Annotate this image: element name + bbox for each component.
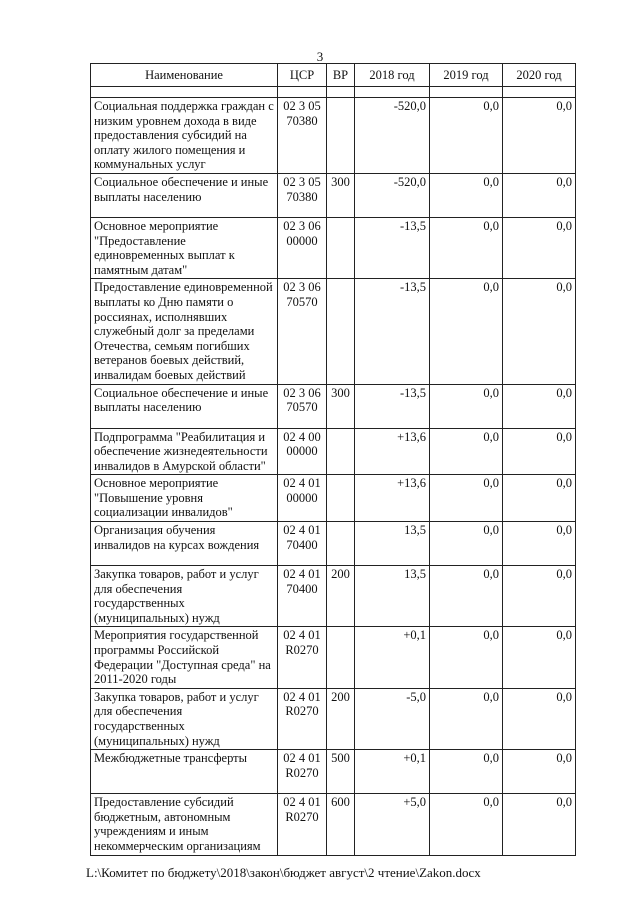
cell-csr: 02 4 01 70400: [278, 522, 327, 566]
cell-y2020: 0,0: [503, 522, 576, 566]
cell-y2018: +13,6: [355, 428, 430, 475]
cell-vr: [327, 98, 355, 174]
table-row: [91, 384, 576, 428]
table-row: [91, 428, 576, 475]
cell-vr: 300: [327, 173, 355, 217]
cell-csr: 02 3 05 70380: [278, 98, 327, 174]
table-row: [91, 627, 576, 688]
cell-vr: [327, 428, 355, 475]
cell-vr: 300: [327, 384, 355, 428]
cell-csr: 02 4 01 R0270: [278, 688, 327, 749]
header-2020: 2020 год: [503, 64, 576, 87]
header-vr: ВР: [327, 64, 355, 87]
cell-y2018: 13,5: [355, 566, 430, 627]
cell-vr: [327, 475, 355, 522]
table-row: [91, 98, 576, 174]
cell-name: Межбюджетные трансферты: [91, 750, 278, 794]
cell-y2020: 0,0: [503, 98, 576, 174]
table-row: [91, 522, 576, 566]
cell-y2019: 0,0: [430, 173, 503, 217]
cell-name: Предоставление субсидий бюджетным, автономным учреждениям и иным некоммерческим организациям: [91, 794, 278, 855]
cell-y2019: 0,0: [430, 688, 503, 749]
cell-y2018: +0,1: [355, 750, 430, 794]
table-row: [91, 566, 576, 627]
budget-table: [90, 63, 576, 856]
cell-y2019: 0,0: [430, 98, 503, 174]
cell-y2019: 0,0: [430, 794, 503, 855]
cell-y2019: 0,0: [430, 750, 503, 794]
cell-csr: 02 3 06 70570: [278, 279, 327, 384]
cell-y2020: 0,0: [503, 688, 576, 749]
cell-y2020: 0,0: [503, 627, 576, 688]
cell-vr: [327, 627, 355, 688]
cell-name: Мероприятия государственной программы Российской Федерации "Доступная среда" на 2011-2020 годы: [91, 627, 278, 688]
footer-file-path: L:\Комитет по бюджету\2018\закон\бюджет август\2 чтение\Zakon.docx: [86, 865, 481, 880]
cell-y2020: 0,0: [503, 794, 576, 855]
cell-csr: 02 3 06 70570: [278, 384, 327, 428]
table-spacer-row: [91, 87, 576, 98]
table-row: [91, 750, 576, 794]
cell-y2018: 13,5: [355, 522, 430, 566]
cell-csr: 02 4 01 70400: [278, 566, 327, 627]
cell-csr: 02 4 01 R0270: [278, 794, 327, 855]
cell-vr: [327, 279, 355, 384]
cell-y2019: 0,0: [430, 428, 503, 475]
cell-csr: 02 4 00 00000: [278, 428, 327, 475]
cell-y2019: 0,0: [430, 627, 503, 688]
cell-y2020: 0,0: [503, 566, 576, 627]
cell-name: Социальное обеспечение и иные выплаты населению: [91, 384, 278, 428]
cell-vr: 200: [327, 566, 355, 627]
cell-name: Социальное обеспечение и иные выплаты населению: [91, 173, 278, 217]
table-header-row: [91, 64, 576, 87]
cell-y2020: 0,0: [503, 173, 576, 217]
table-row: [91, 475, 576, 522]
cell-y2018: -13,5: [355, 384, 430, 428]
cell-y2019: 0,0: [430, 522, 503, 566]
cell-y2020: 0,0: [503, 475, 576, 522]
cell-y2020: 0,0: [503, 384, 576, 428]
header-name: Наименование: [91, 64, 278, 87]
cell-csr: 02 3 05 70380: [278, 173, 327, 217]
cell-y2018: -13,5: [355, 279, 430, 384]
table-body: [91, 98, 576, 856]
cell-name: Организация обучения инвалидов на курсах вождения: [91, 522, 278, 566]
cell-name: Основное мероприятие "Повышение уровня социализации инвалидов": [91, 475, 278, 522]
cell-name: Социальная поддержка граждан с низким уровнем дохода в виде предоставления субсидий на оплату жилого помещения и коммунальных услуг: [91, 98, 278, 174]
cell-vr: 600: [327, 794, 355, 855]
cell-y2020: 0,0: [503, 279, 576, 384]
cell-name: Закупка товаров, работ и услуг для обеспечения государственных (муниципальных) нужд: [91, 566, 278, 627]
cell-name: Основное мероприятие "Предоставление единовременных выплат к памятным датам": [91, 217, 278, 278]
table-row: [91, 688, 576, 749]
cell-y2018: +5,0: [355, 794, 430, 855]
cell-csr: 02 4 01 R0270: [278, 627, 327, 688]
cell-csr: 02 3 06 00000: [278, 217, 327, 278]
table-row: [91, 217, 576, 278]
cell-y2018: +0,1: [355, 627, 430, 688]
cell-vr: 500: [327, 750, 355, 794]
page-number: 3: [316, 49, 324, 64]
cell-y2019: 0,0: [430, 279, 503, 384]
cell-y2020: 0,0: [503, 750, 576, 794]
header-2018: 2018 год: [355, 64, 430, 87]
cell-y2019: 0,0: [430, 566, 503, 627]
cell-y2020: 0,0: [503, 217, 576, 278]
cell-name: Предоставление единовременной выплаты ко Дню памяти о россиянах, исполнявших служебный долг за пределами Отечества, семьям погибших ветеранов боевых действий, инвалидам боевых действий: [91, 279, 278, 384]
cell-y2020: 0,0: [503, 428, 576, 475]
cell-vr: [327, 522, 355, 566]
header-csr: ЦСР: [278, 64, 327, 87]
cell-name: Подпрограмма "Реабилитация и обеспечение жизнедеятельности инвалидов в Амурской области": [91, 428, 278, 475]
cell-name: Закупка товаров, работ и услуг для обеспечения государственных (муниципальных) нужд: [91, 688, 278, 749]
table-row: [91, 794, 576, 855]
cell-y2019: 0,0: [430, 384, 503, 428]
cell-y2018: -520,0: [355, 173, 430, 217]
cell-csr: 02 4 01 R0270: [278, 750, 327, 794]
header-2019: 2019 год: [430, 64, 503, 87]
cell-y2018: -520,0: [355, 98, 430, 174]
cell-y2018: +13,6: [355, 475, 430, 522]
cell-vr: 200: [327, 688, 355, 749]
cell-y2019: 0,0: [430, 217, 503, 278]
cell-y2018: -5,0: [355, 688, 430, 749]
cell-vr: [327, 217, 355, 278]
cell-csr: 02 4 01 00000: [278, 475, 327, 522]
cell-y2019: 0,0: [430, 475, 503, 522]
cell-y2018: -13,5: [355, 217, 430, 278]
table-row: [91, 279, 576, 384]
table-row: [91, 173, 576, 217]
